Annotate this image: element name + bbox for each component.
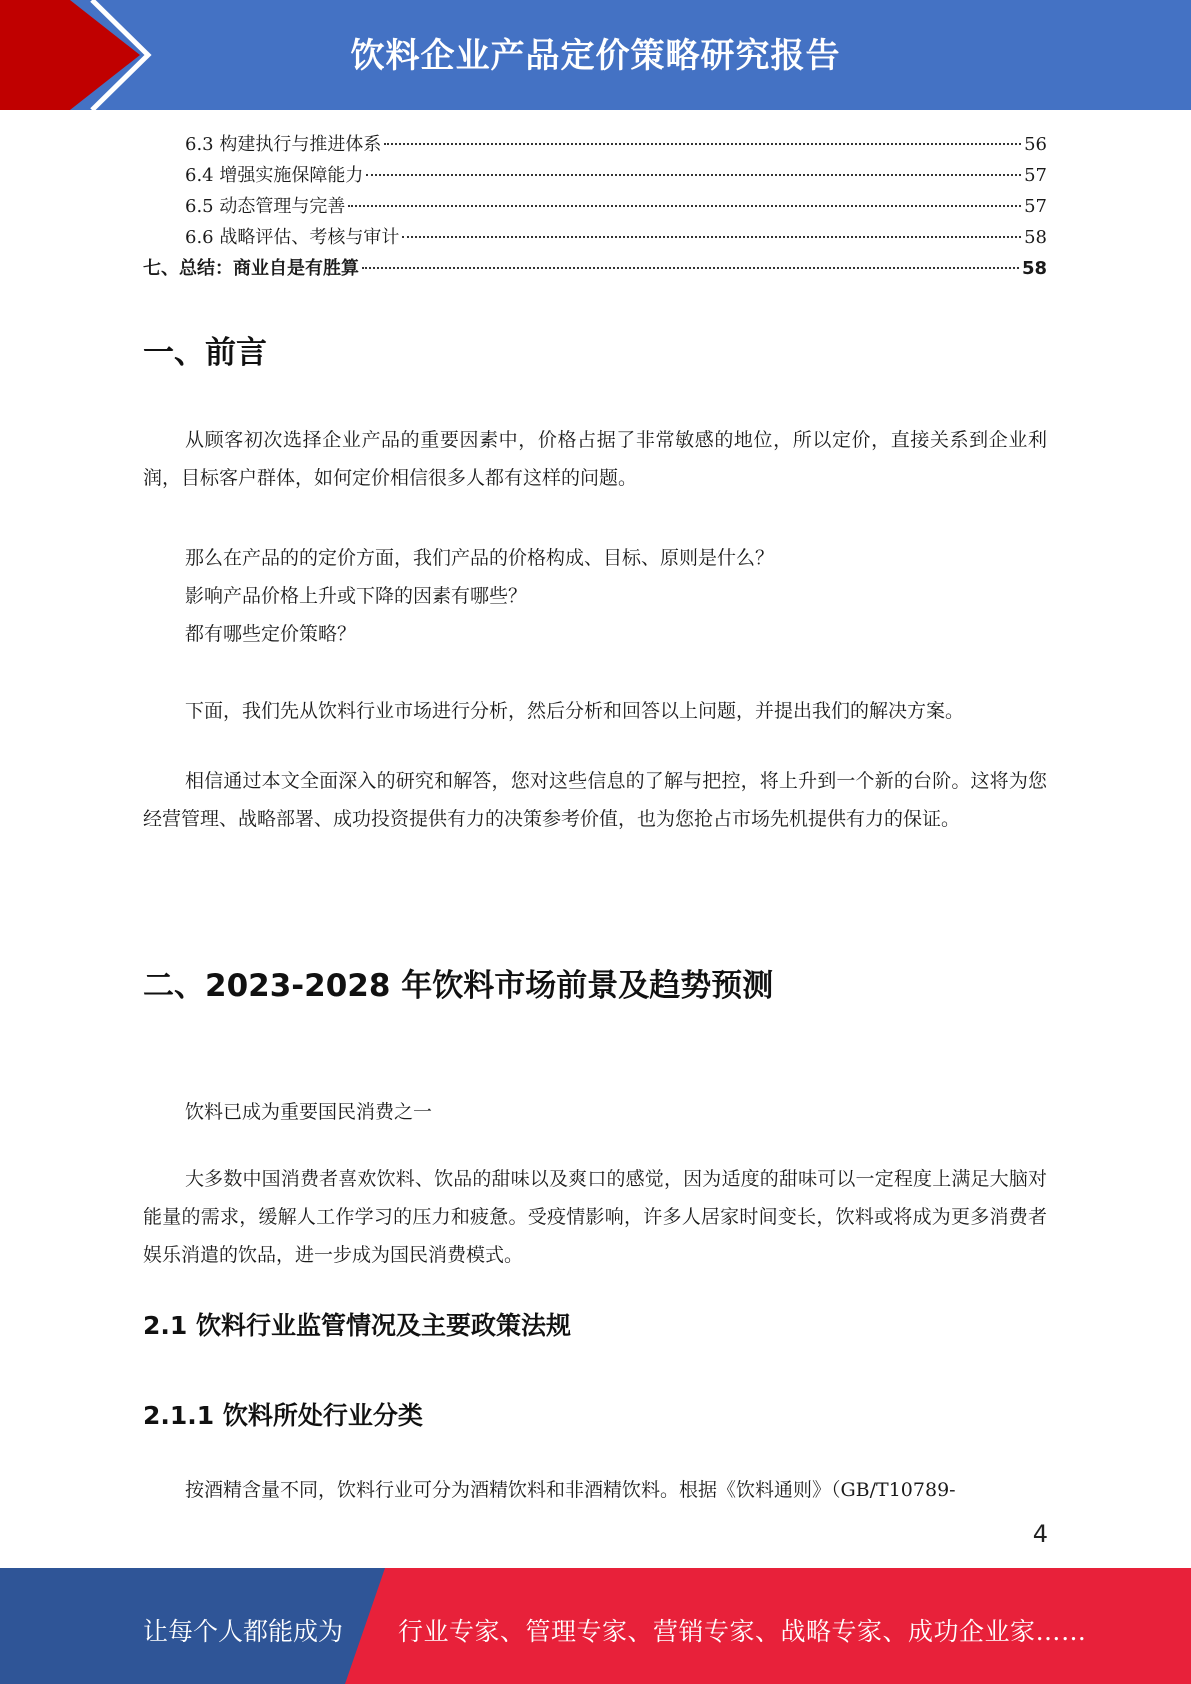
toc-entry-page: 56 (1024, 134, 1047, 155)
table-of-contents (143, 130, 1047, 285)
paragraph: 相信通过本文全面深入的研究和解答，您对这些信息的了解与把控，将上升到一个新的台阶。这将为您经营管理、战略部署、成功投资提供有力的决策参考价值，也为您抢占市场先机提供有力的保证。 (143, 770, 1047, 830)
section-heading-market-outlook: 二、2023-2028 年饮料市场前景及趋势预测 (143, 968, 774, 1004)
toc-leader-dots (348, 205, 1021, 207)
question-line: 那么在产品的的定价方面，我们产品的价格构成、目标、原则是什么？ (185, 547, 775, 569)
paragraph: 大多数中国消费者喜欢饮料、饮品的甜味以及爽口的感觉，因为适度的甜味可以一定程度上满足大脑对能量的需求，缓解人工作学习的压力和疲惫。受疫情影响，许多人居家时间变长，饮料或将成为更多消费者娱乐消遣的饮品，进一步成为国民消费模式。 (143, 1168, 1047, 1266)
paragraph: 从顾客初次选择企业产品的重要因素中，价格占据了非常敏感的地位，所以定价，直接关系到企业利润，目标客户群体，如何定价相信很多人都有这样的问题。 (143, 429, 1047, 489)
toc-entry[interactable] (143, 161, 1047, 192)
toc-leader-dots (402, 236, 1021, 238)
toc-entry[interactable] (143, 254, 1047, 285)
toc-entry[interactable] (143, 192, 1047, 223)
toc-entry-page: 57 (1024, 165, 1047, 186)
question-line: 影响产品价格上升或下降的因素有哪些？ (185, 585, 528, 607)
question-line: 都有哪些定价策略？ (185, 623, 357, 645)
toc-entry[interactable] (143, 130, 1047, 161)
toc-leader-dots (384, 143, 1021, 145)
toc-entry-page: 57 (1024, 196, 1047, 217)
toc-entry-label: 6.6 战略评估、考核与审计 (185, 227, 400, 248)
toc-entry[interactable] (143, 223, 1047, 254)
footer-slogan-left: 让每个人都能成为 (143, 1617, 344, 1646)
toc-entry-label: 6.5 动态管理与完善 (185, 196, 346, 217)
toc-entry-label: 七、总结：商业自是有胜算 (143, 258, 359, 279)
toc-entry-page: 58 (1024, 227, 1047, 248)
page-number: 4 (1032, 1520, 1048, 1548)
paragraph: 下面，我们先从饮料行业市场进行分析，然后分析和回答以上问题，并提出我们的解决方案。 (185, 700, 965, 722)
footer-slogan-right: 行业专家、管理专家、营销专家、战略专家、成功企业家…… (398, 1617, 1087, 1646)
footer-banner (0, 1568, 1191, 1684)
section-heading-preface: 一、前言 (143, 335, 267, 371)
paragraph: 饮料已成为重要国民消费之一 (185, 1101, 433, 1123)
subsection-heading: 2.1.1 饮料所处行业分类 (143, 1401, 423, 1430)
document-title: 饮料企业产品定价策略研究报告 (350, 36, 841, 76)
header-banner (0, 0, 1191, 110)
toc-leader-dots (366, 174, 1021, 176)
toc-entry-label: 6.4 增强实施保障能力 (185, 165, 364, 186)
toc-entry-label: 6.3 构建执行与推进体系 (185, 134, 382, 155)
toc-leader-dots (362, 267, 1019, 269)
subsection-heading: 2.1 饮料行业监管情况及主要政策法规 (143, 1311, 571, 1340)
toc-entry-page: 58 (1021, 258, 1047, 279)
paragraph: 按酒精含量不同，饮料行业可分为酒精饮料和非酒精饮料。根据《饮料通则》（GB/T10789- (185, 1479, 956, 1501)
